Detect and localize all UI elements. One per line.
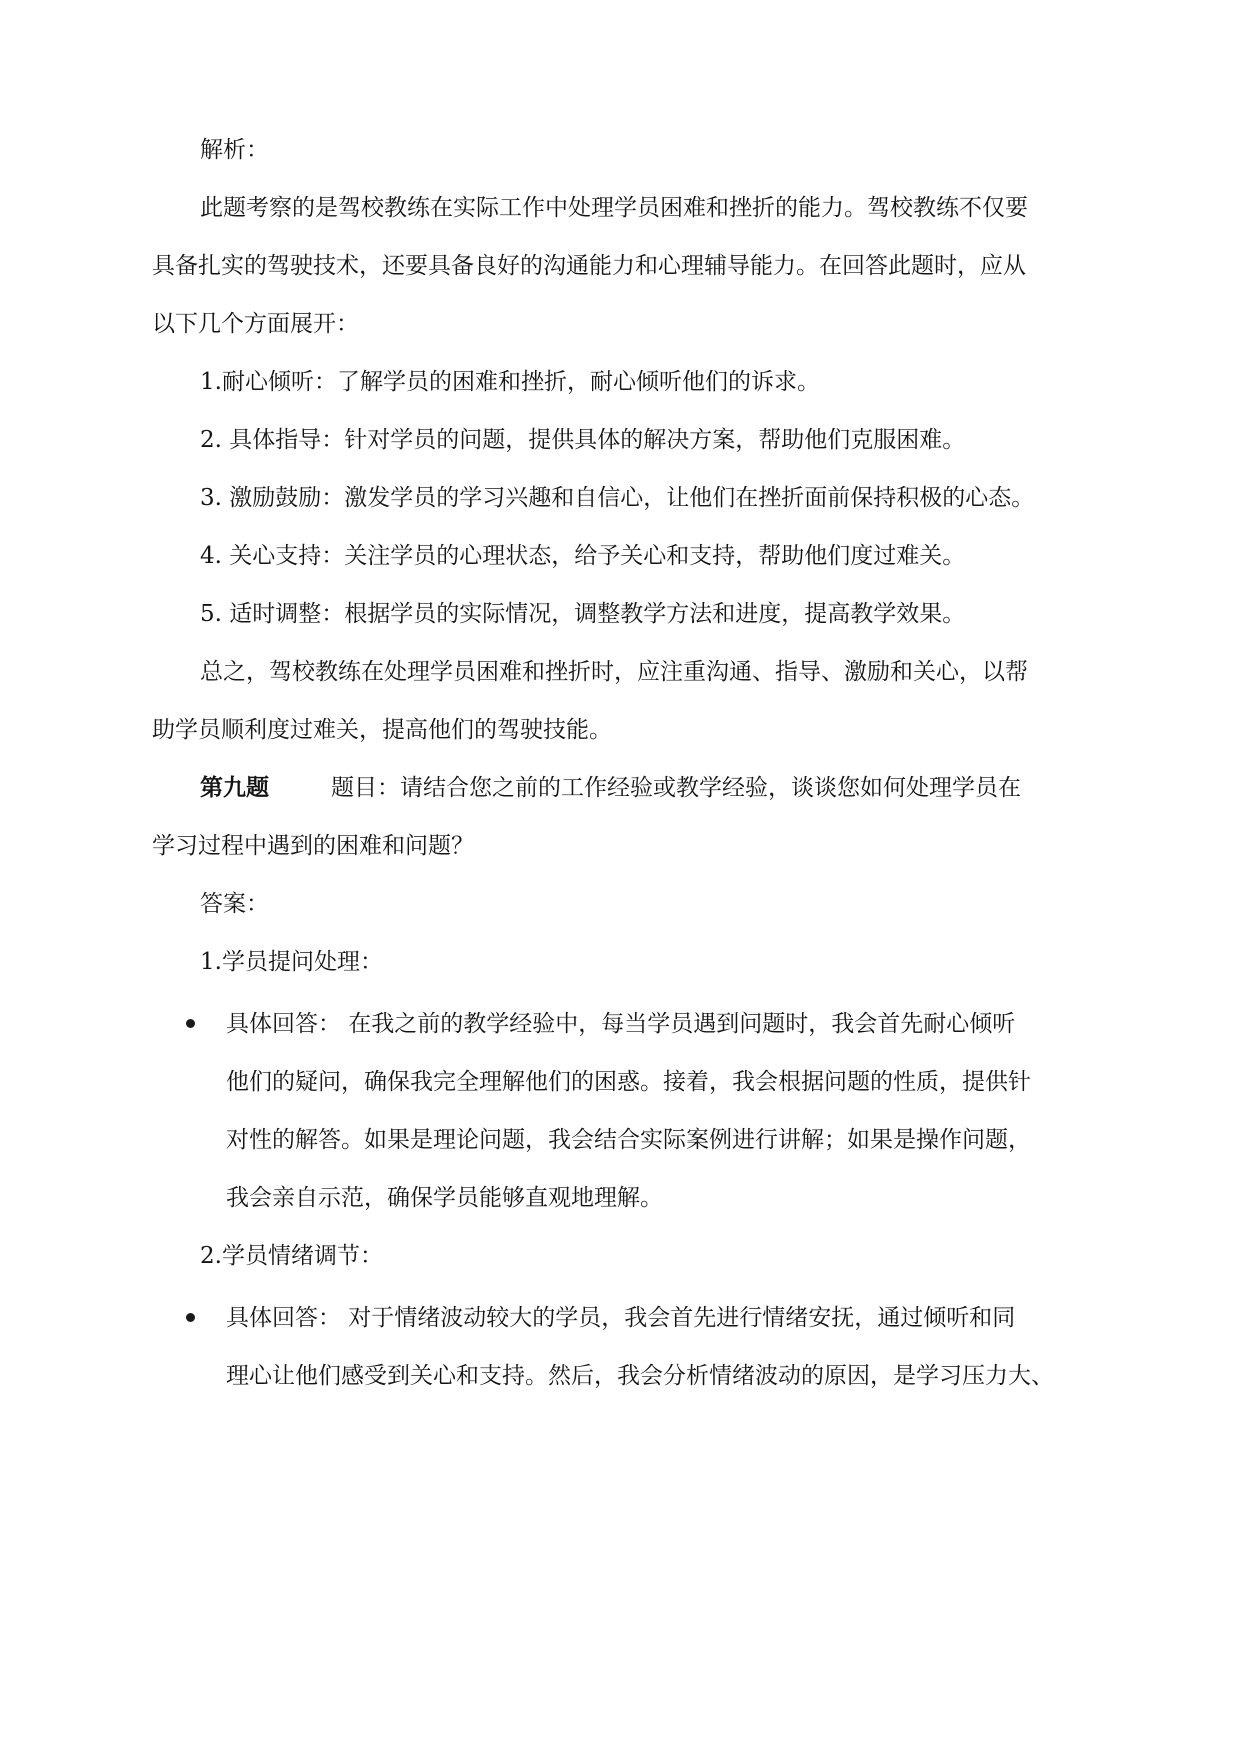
- question-9-prompt-line-2: 学习过程中遇到的困难和问题？: [152, 833, 474, 859]
- section-2-bullet-line-2: 理心让他们感受到关心和支持。然后，我会分析情绪波动的原因，是学习压力大、: [226, 1363, 1054, 1389]
- section-2-bullet-line-1: 具体回答： 对于情绪波动较大的学员，我会首先进行情绪安抚，通过倾听和同: [226, 1305, 1016, 1331]
- analysis-point-1: 1.耐心倾听：了解学员的困难和挫折，耐心倾听他们的诉求。: [200, 369, 820, 395]
- section-1-bullet-line-1: 具体回答： 在我之前的教学经验中，每当学员遇到问题时，我会首先耐心倾听: [226, 1011, 1016, 1037]
- analysis-point-3: 3. 激励鼓励：激发学员的学习兴趣和自信心，让他们在挫折面前保持积极的心态。: [200, 485, 1035, 511]
- analysis-summary-line-1: 总之，驾校教练在处理学员困难和挫折时，应注重沟通、指导、激励和关心，以帮: [200, 659, 1028, 685]
- analysis-point-2: 2. 具体指导：针对学员的问题，提供具体的解决方案，帮助他们克服困难。: [200, 427, 966, 453]
- bullet-dot: [186, 1019, 195, 1028]
- analysis-point-4: 4. 关心支持：关注学员的心理状态，给予关心和支持，帮助他们度过难关。: [200, 543, 966, 569]
- section-1-bullet-line-2: 他们的疑问，确保我完全理解他们的困惑。接着，我会根据问题的性质，提供针: [226, 1069, 1031, 1095]
- question-9-prompt-text: 题目：请结合您之前的工作经验或教学经验，谈谈您如何处理学员在: [331, 775, 1021, 801]
- section-1-bullet-line-3: 对性的解答。如果是理论问题，我会结合实际案例进行讲解；如果是操作问题，: [226, 1127, 1031, 1153]
- analysis-summary-line-2: 助学员顺利度过难关，提高他们的驾驶技能。: [152, 717, 612, 743]
- section-2-title: 2.学员情绪调节：: [200, 1243, 383, 1269]
- answer-heading: 答案：: [200, 891, 269, 917]
- section-1-bullet-line-4: 我会亲自示范，确保学员能够直观地理解。: [226, 1185, 663, 1211]
- question-9-label: 第九题: [200, 774, 269, 801]
- analysis-intro-line-2: 具备扎实的驾驶技术，还要具备良好的沟通能力和心理辅导能力。在回答此题时，应从: [152, 253, 1026, 279]
- question-9-prompt-line-1: [200, 773, 1021, 803]
- bullet-dot: [186, 1313, 195, 1322]
- analysis-intro-line-3: 以下几个方面展开：: [152, 311, 359, 337]
- analysis-intro-line-1: 此题考察的是驾校教练在实际工作中处理学员困难和挫折的能力。驾校教练不仅要: [200, 195, 1028, 221]
- analysis-point-5: 5. 适时调整：根据学员的实际情况，调整教学方法和进度，提高教学效果。: [200, 601, 966, 627]
- analysis-heading: 解析：: [200, 137, 269, 163]
- section-1-title: 1.学员提问处理：: [200, 949, 383, 975]
